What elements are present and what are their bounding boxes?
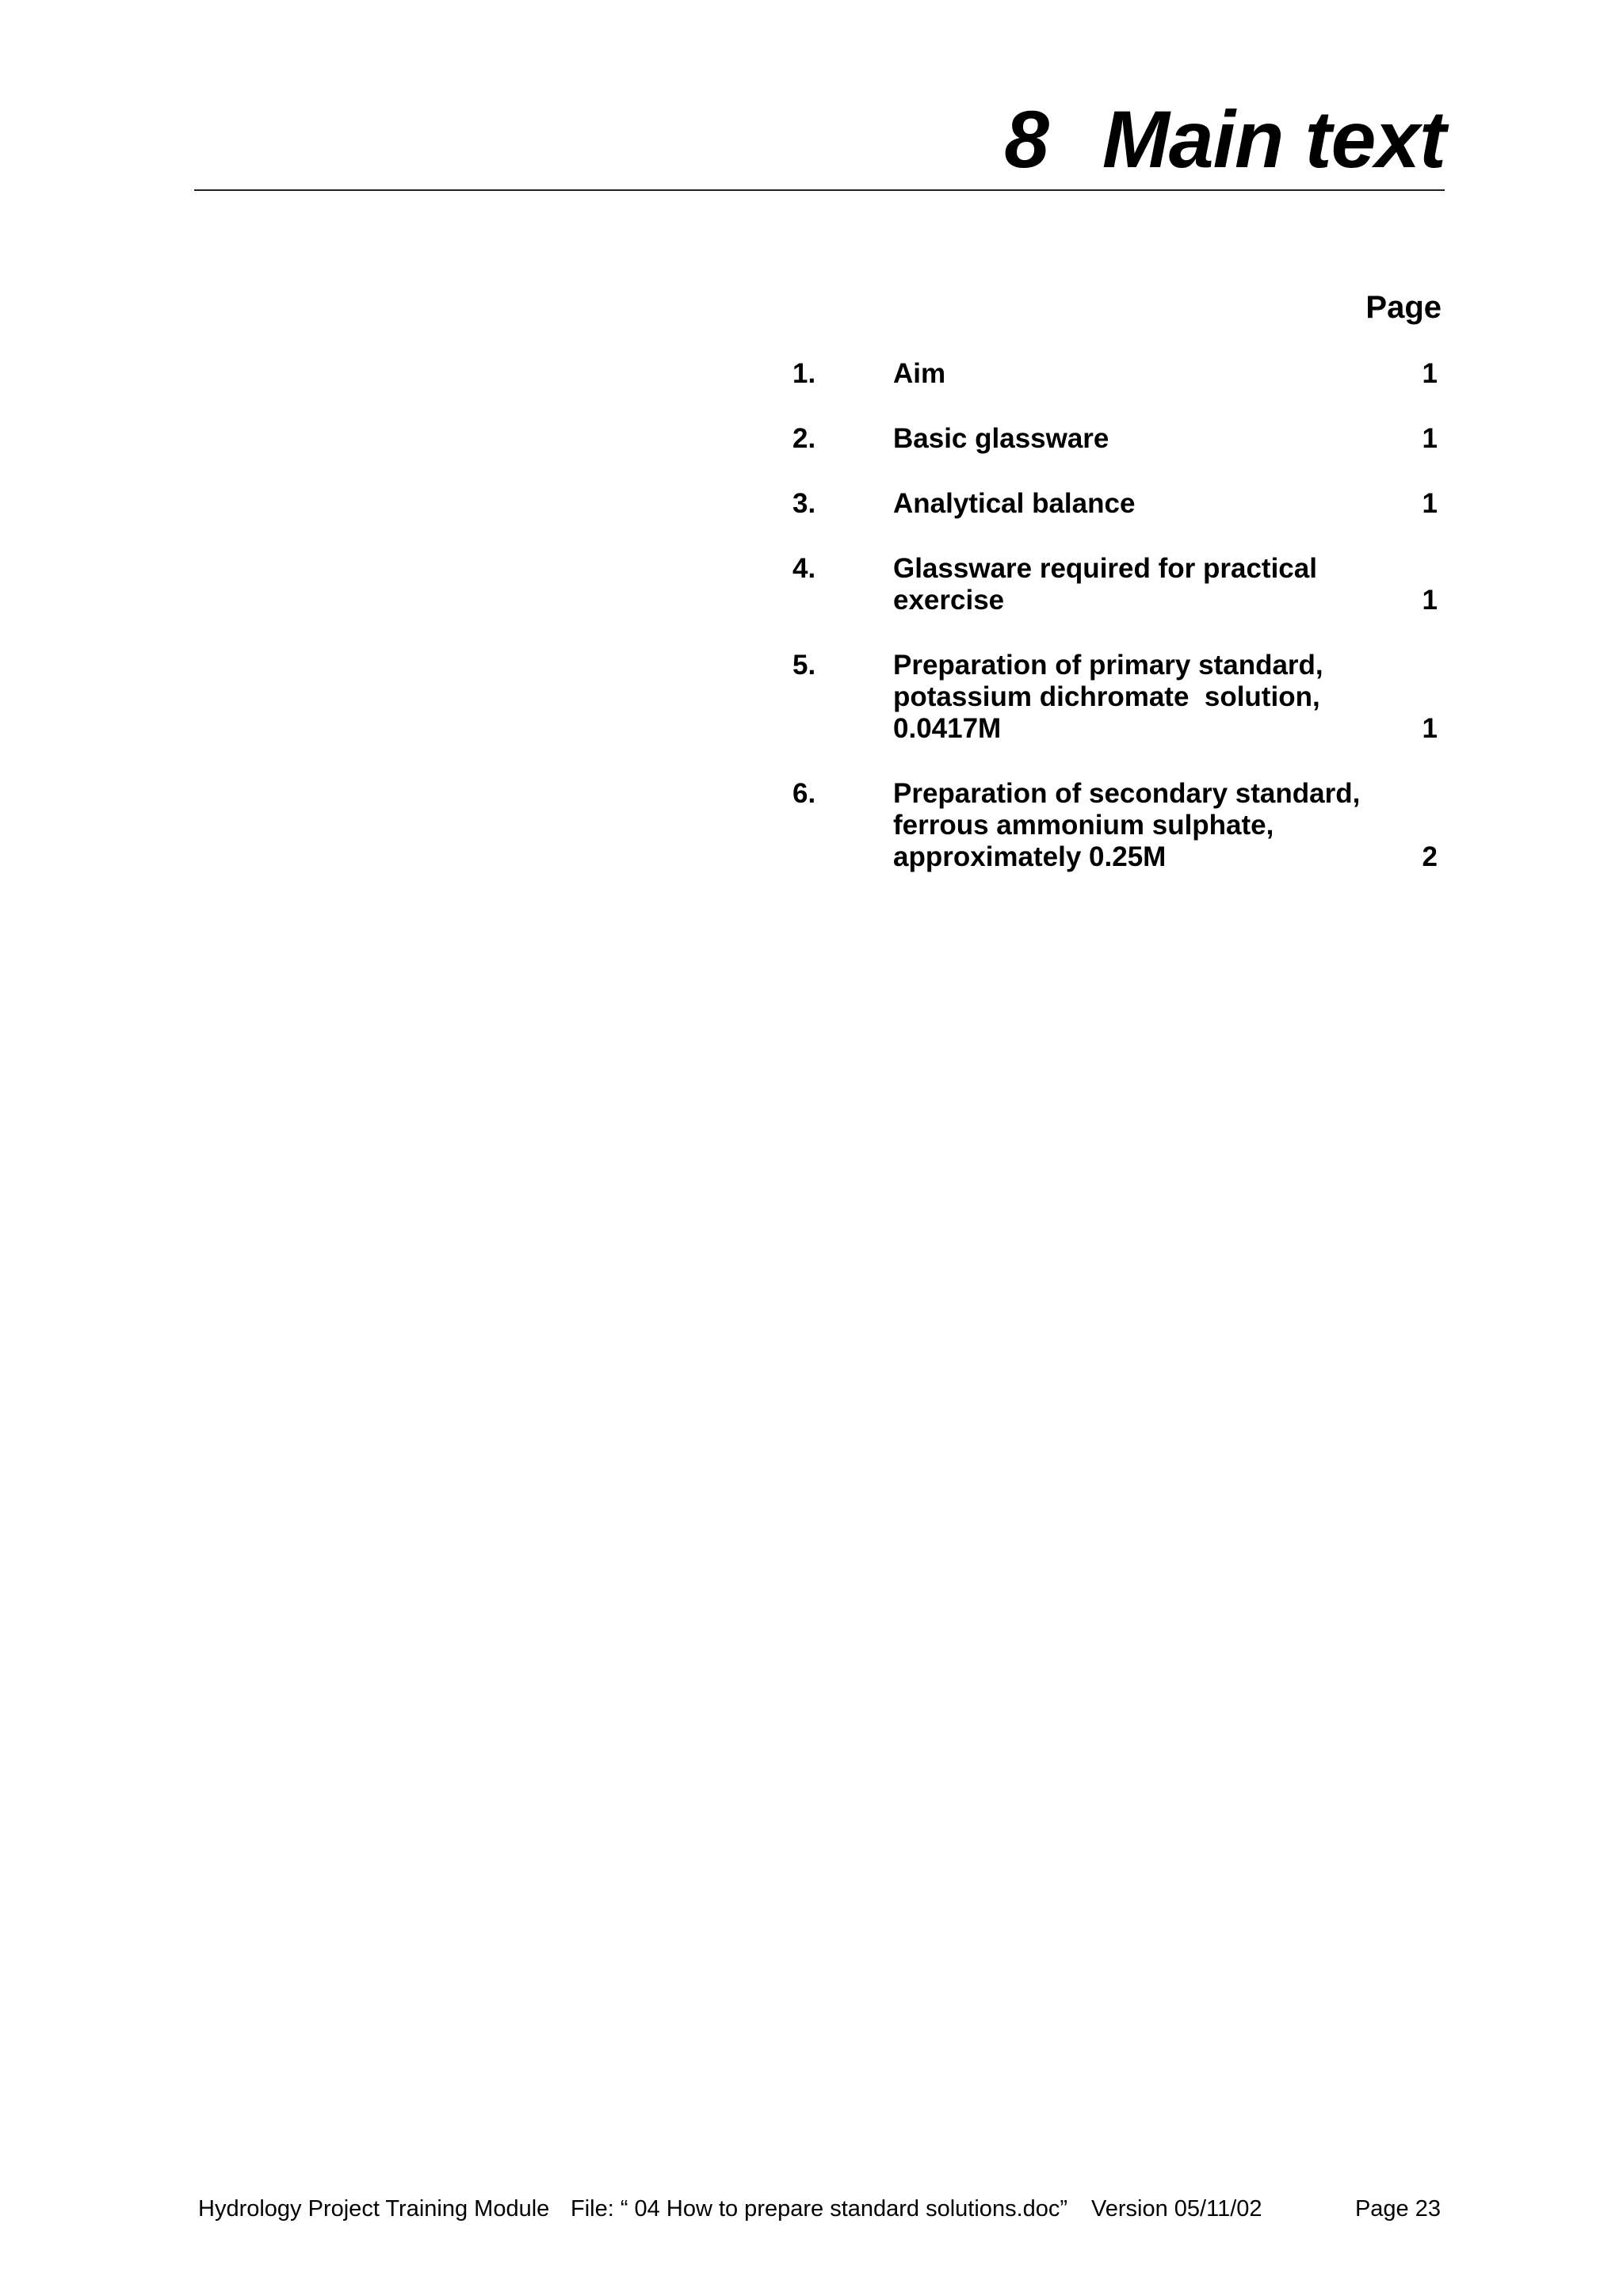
page-title <box>1004 93 1445 186</box>
toc-entry-page: 2 <box>1422 841 1438 872</box>
toc-entry[interactable] <box>792 650 1442 745</box>
toc-entry-number: 2. <box>792 423 816 454</box>
toc-entry[interactable] <box>792 778 1442 873</box>
footer-page-number: Page 23 <box>1354 2196 1441 2222</box>
toc-entry-title-line: potassium dichromate solution, <box>893 681 1320 712</box>
toc-entry-title <box>893 650 1384 745</box>
table-of-contents <box>792 358 1442 906</box>
toc-entry[interactable] <box>792 488 1442 520</box>
toc-entry-title-line: exercise <box>893 585 1005 616</box>
toc-entry[interactable] <box>792 423 1442 455</box>
chapter-title: Main text <box>1102 94 1445 185</box>
toc-entry-title-line: ferrous ammonium sulphate, <box>893 810 1274 841</box>
toc-entry[interactable] <box>792 553 1442 616</box>
toc-entry-page: 1 <box>1422 488 1438 519</box>
toc-entry-page: 1 <box>1422 713 1438 744</box>
toc-entry-title-line: Preparation of secondary standard, <box>893 778 1361 809</box>
page-footer <box>198 2193 1441 2225</box>
toc-entry-title <box>893 553 1384 616</box>
toc-entry-number: 3. <box>792 488 816 519</box>
toc-page-column-label: Page <box>1365 290 1442 325</box>
toc-entry-number: 6. <box>792 778 816 809</box>
toc-entry-title-line: Preparation of primary standard, <box>893 650 1323 681</box>
toc-entry-title <box>893 358 1384 390</box>
toc-entry-title-line: Glassware required for practical <box>893 553 1317 584</box>
toc-entry-page: 1 <box>1422 423 1438 454</box>
toc-entry-page: 1 <box>1422 585 1438 616</box>
toc-entry-title-line: Aim <box>893 358 946 389</box>
toc-entry-title-line: Analytical balance <box>893 488 1136 519</box>
toc-entry[interactable] <box>792 358 1442 390</box>
footer-module: Hydrology Project Training Module <box>198 2196 550 2222</box>
chapter-number: 8 <box>1004 94 1048 185</box>
toc-entry-title-line: 0.0417M <box>893 713 1002 744</box>
toc-entry-title <box>893 778 1384 873</box>
toc-entry-title-line: Basic glassware <box>893 423 1109 454</box>
toc-entry-title <box>893 423 1384 455</box>
toc-entry-number: 5. <box>792 650 816 681</box>
toc-entry-title-line: approximately 0.25M <box>893 841 1167 872</box>
toc-entry-page: 1 <box>1422 358 1438 389</box>
toc-entry-number: 4. <box>792 553 816 584</box>
toc-entry-number: 1. <box>792 358 816 389</box>
title-divider <box>194 189 1445 191</box>
toc-entry-title <box>893 488 1384 520</box>
footer-file: File: “ 04 How to prepare standard solutions.doc” <box>571 2196 1068 2222</box>
footer-version: Version 05/11/02 <box>1091 2196 1262 2222</box>
